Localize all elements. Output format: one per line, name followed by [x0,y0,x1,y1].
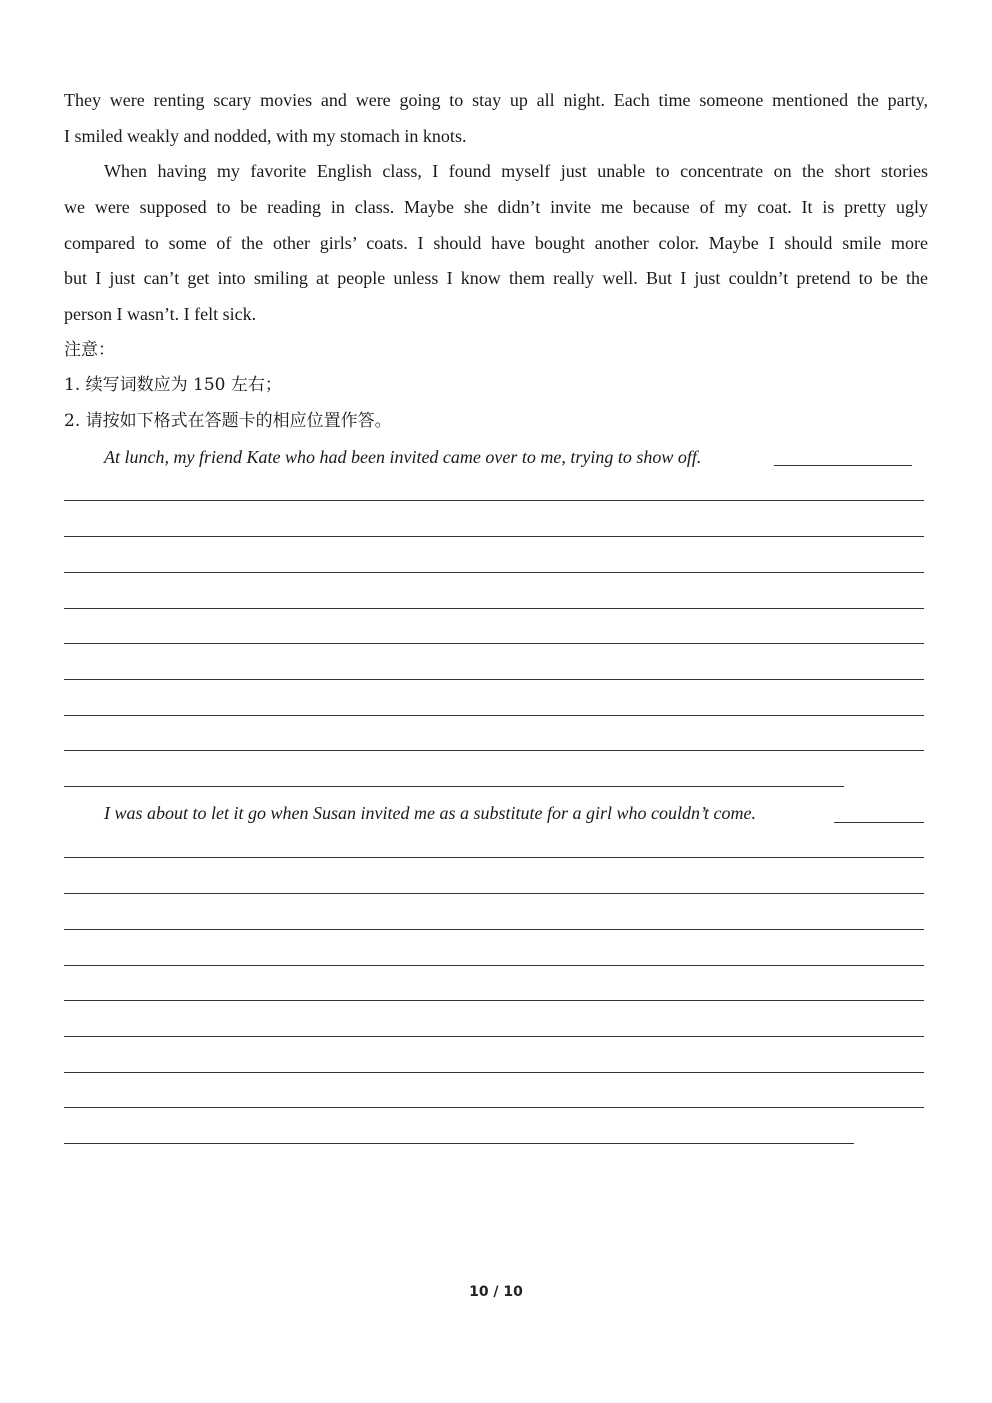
answer-line[interactable] [64,750,924,751]
continuation-prompt-1: At lunch, my friend Kate who had been invited came over to me, trying to show off. [104,447,702,467]
notes-item-2: 2. 请按如下格式在答题卡的相应位置作答。 [64,411,392,431]
notes-heading: 注意： [64,340,115,360]
answer-line[interactable] [64,929,924,930]
continuation-prompt-2: I was about to let it go when Susan invited me as a substitute for a girl who couldn’t come. [104,803,756,823]
answer-line[interactable] [64,572,924,573]
passage-line-1: They were renting scary movies and were going to stay up all night. Each time someone mentioned the party, [64,90,928,110]
answer-line[interactable] [64,1072,924,1073]
page-number: 10 / 10 [469,1284,523,1300]
answer-line[interactable] [64,1143,854,1144]
answer-line[interactable] [64,715,924,716]
answer-blank-inline-1[interactable] [774,465,912,466]
answer-line[interactable] [64,786,844,787]
answer-line[interactable] [64,536,924,537]
answer-line[interactable] [64,500,924,501]
answer-line[interactable] [64,1000,924,1001]
answer-line[interactable] [64,965,924,966]
answer-line[interactable] [64,1107,924,1108]
answer-blank-inline-2[interactable] [834,822,924,823]
passage-line-5: compared to some of the other girls’ coats. I should have bought another color. Maybe I should smile more [64,233,928,253]
answer-line[interactable] [64,643,924,644]
answer-line[interactable] [64,893,924,894]
passage-line-7: person I wasn’t. I felt sick. [64,304,257,324]
answer-line[interactable] [64,857,924,858]
answer-line[interactable] [64,679,924,680]
passage-line-6: but I just can’t get into smiling at people unless I know them really well. But I just couldn’t pretend to be the [64,268,928,288]
passage-line-2: I smiled weakly and nodded, with my stomach in knots. [64,126,467,146]
passage-line-4: we were supposed to be reading in class. Maybe she didn’t invite me because of my coat. It is pretty ugly [64,197,928,217]
answer-line[interactable] [64,1036,924,1037]
passage-line-3: When having my favorite English class, I found myself just unable to concentrate on the short stories [104,161,928,181]
notes-item-1: 1. 续写词数应为 150 左右； [64,375,282,395]
answer-line[interactable] [64,608,924,609]
